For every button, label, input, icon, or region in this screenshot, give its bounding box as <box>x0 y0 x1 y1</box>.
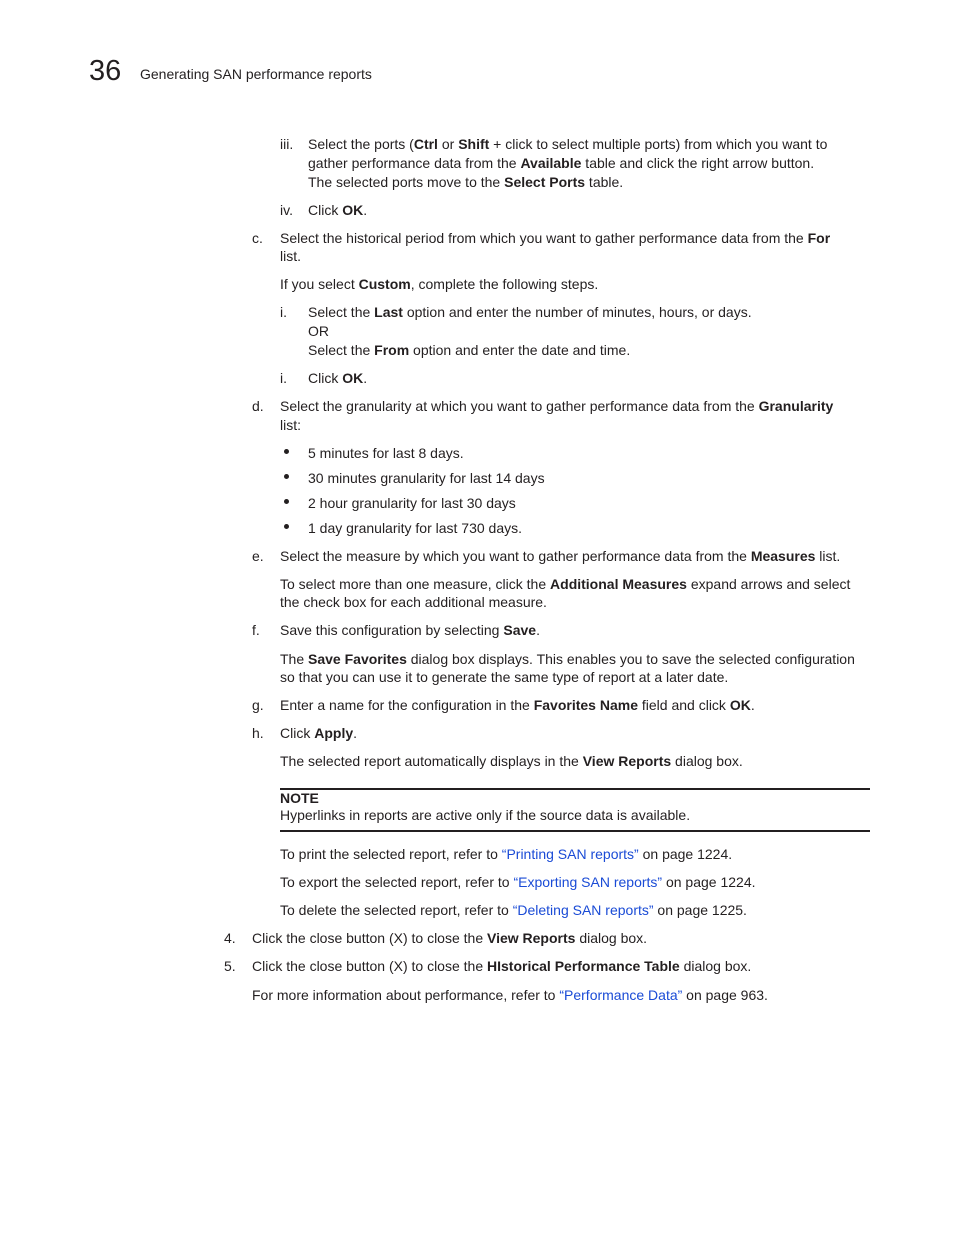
step-e-line-1: Select the measure by which you want to gather performance data from the Measures list. <box>280 548 841 564</box>
print-reference: To print the selected report, refer to “Printing SAN reports” on page 1224. <box>280 846 733 862</box>
step-d-marker: d. <box>252 398 264 414</box>
save-label: Save <box>503 622 537 638</box>
step-e-marker: e. <box>252 548 264 564</box>
step-iii-line-2: gather performance data from the Available table and click the right arrow button. <box>308 155 815 171</box>
bullet-icon <box>284 499 289 504</box>
view-reports-label: View Reports <box>582 753 672 769</box>
export-reference: To export the selected report, refer to “Exporting SAN reports” on page 1224. <box>280 874 756 890</box>
step-5-text: Click the close button (X) to close the HIstorical Performance Table dialog box. <box>252 958 752 974</box>
step-iii-marker: iii. <box>280 136 294 152</box>
step-g-text: Enter a name for the configuration in the Favorites Name field and click OK. <box>280 697 755 713</box>
step-iv-text: Click OK. <box>308 202 368 218</box>
note-text: Hyperlinks in reports are active only if the source data is available. <box>280 807 691 823</box>
note-title: NOTE <box>280 790 319 806</box>
step-c-i1-or: OR <box>308 323 329 339</box>
step-f-para-line-2: so that you can use it to generate the same type of report at a later date. <box>280 669 729 685</box>
step-f-line-1: Save this configuration by selecting Save. <box>280 622 540 638</box>
shift-key-label: Shift <box>458 136 490 152</box>
deleting-san-reports-link[interactable]: “Deleting SAN reports” <box>512 902 654 918</box>
historical-performance-table-label: HIstorical Performance Table <box>487 958 680 974</box>
step-f-marker: f. <box>252 622 260 638</box>
available-table-label: Available <box>520 155 582 171</box>
step-c-i2-text: Click OK. <box>308 370 368 386</box>
note-top-rule <box>280 788 870 790</box>
step-h-marker: h. <box>252 725 264 741</box>
step-e-para-line-1: To select more than one measure, click the Additional Measures expand arrows and select <box>280 576 851 592</box>
list-item: 1 day granularity for last 730 days. <box>308 520 523 536</box>
measures-list-label: Measures <box>750 548 816 564</box>
step-c-i1-line-1: Select the Last option and enter the number of minutes, hours, or days. <box>308 304 752 320</box>
view-reports-label: View Reports <box>487 930 576 946</box>
bullet-icon <box>284 524 289 529</box>
step-f-para-line-1: The Save Favorites dialog box displays. This enables you to save the selected configuration <box>280 651 855 667</box>
apply-label: Apply <box>314 725 354 741</box>
delete-reference: To delete the selected report, refer to “Deleting SAN reports” on page 1225. <box>280 902 747 918</box>
step-c-custom-paragraph: If you select Custom, complete the following steps. <box>280 276 599 292</box>
performance-data-link[interactable]: “Performance Data” <box>559 987 683 1003</box>
step-c-i1-line-3: Select the From option and enter the date and time. <box>308 342 631 358</box>
step-iii-line-1: Select the ports (Ctrl or Shift + click to select multiple ports) from which you want to <box>308 136 828 152</box>
exporting-san-reports-link[interactable]: “Exporting SAN reports” <box>513 874 663 890</box>
step-c-i2-marker: i. <box>280 370 287 386</box>
step-c-line-2: list. <box>280 248 301 264</box>
step-iii-line-3: The selected ports move to the Select Ports table. <box>308 174 624 190</box>
for-list-label: For <box>807 230 831 246</box>
step-c-line-1: Select the historical period from which you want to gather performance data from the For <box>280 230 831 246</box>
last-option-label: Last <box>374 304 403 320</box>
step-e-para-line-2: the check box for each additional measure. <box>280 594 547 610</box>
step-4-text: Click the close button (X) to close the View Reports dialog box. <box>252 930 648 946</box>
bullet-icon <box>284 474 289 479</box>
chapter-title: Generating SAN performance reports <box>140 66 372 82</box>
step-4-marker: 4. <box>224 930 236 946</box>
ctrl-key-label: Ctrl <box>413 136 438 152</box>
step-c-marker: c. <box>252 230 263 246</box>
from-option-label: From <box>374 342 410 358</box>
granularity-list-label: Granularity <box>758 398 834 414</box>
printing-san-reports-link[interactable]: “Printing SAN reports” <box>501 846 639 862</box>
note-bottom-rule <box>280 830 870 832</box>
step-h-paragraph: The selected report automatically displays in the View Reports dialog box. <box>280 753 743 769</box>
more-info-paragraph: For more information about performance, refer to “Performance Data” on page 963. <box>252 987 768 1003</box>
list-item: 30 minutes granularity for last 14 days <box>308 470 545 486</box>
custom-option-label: Custom <box>358 276 411 292</box>
step-5-marker: 5. <box>224 958 236 974</box>
step-d-line-1: Select the granularity at which you want to gather performance data from the Granularity <box>280 398 834 414</box>
chapter-number: 36 <box>89 55 122 87</box>
step-h-text: Click Apply. <box>280 725 358 741</box>
bullet-icon <box>284 449 289 454</box>
select-ports-label: Select Ports <box>504 174 586 190</box>
list-item: 5 minutes for last 8 days. <box>308 445 464 461</box>
step-g-marker: g. <box>252 697 264 713</box>
step-iv-marker: iv. <box>280 202 293 218</box>
step-d-line-2: list: <box>280 417 301 433</box>
favorites-name-label: Favorites Name <box>533 697 638 713</box>
additional-measures-label: Additional Measures <box>550 576 687 592</box>
save-favorites-label: Save Favorites <box>308 651 407 667</box>
step-c-i1-marker: i. <box>280 304 287 320</box>
list-item: 2 hour granularity for last 30 days <box>308 495 516 511</box>
